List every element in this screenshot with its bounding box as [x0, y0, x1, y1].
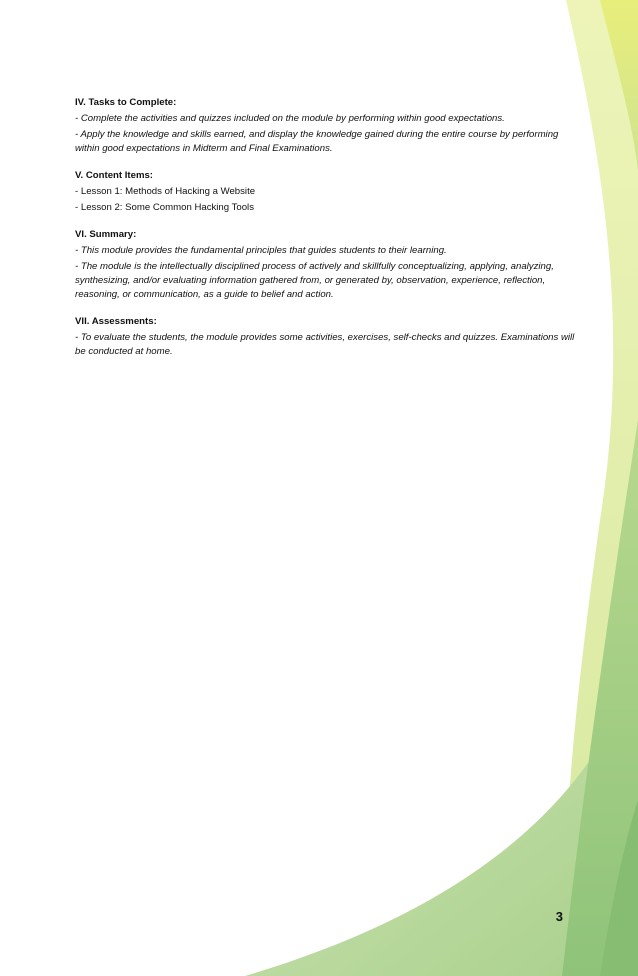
section-heading: V. Content Items:	[75, 170, 154, 181]
section-line: - To evaluate the students, the module provides some activities, exercises, self-checks and quizzes. Examinations will be conducted at home.	[75, 332, 575, 357]
section-content-items	[75, 169, 575, 215]
section-heading: VII. Assessments:	[75, 316, 157, 327]
page-number: 3	[555, 909, 563, 924]
section-heading: IV. Tasks to Complete:	[75, 97, 177, 108]
section-line: - This module provides the fundamental principles that guides students to their learning.	[75, 245, 447, 256]
section-line: - Lesson 2: Some Common Hacking Tools	[75, 202, 254, 213]
section-summary	[75, 228, 575, 302]
document-body	[75, 96, 575, 372]
section-tasks	[75, 96, 575, 156]
section-line: - Apply the knowledge and skills earned, and display the knowledge gained during the entire course by performing within good expectations in Midterm and Final Examinations.	[75, 129, 559, 154]
section-assessments	[75, 315, 575, 359]
section-line: - Complete the activities and quizzes included on the module by performing within good expectations.	[75, 113, 505, 124]
section-line: - The module is the intellectually disciplined process of actively and skillfully conceptualizing, applying, analyzing, synthesizing, and/or evaluating information gathered from, or generated by, observation, experience, reflection, reasoning, or communication, as a guide to belief and action.	[75, 261, 554, 300]
section-heading: VI. Summary:	[75, 229, 137, 240]
section-line: - Lesson 1: Methods of Hacking a Website	[75, 186, 256, 197]
